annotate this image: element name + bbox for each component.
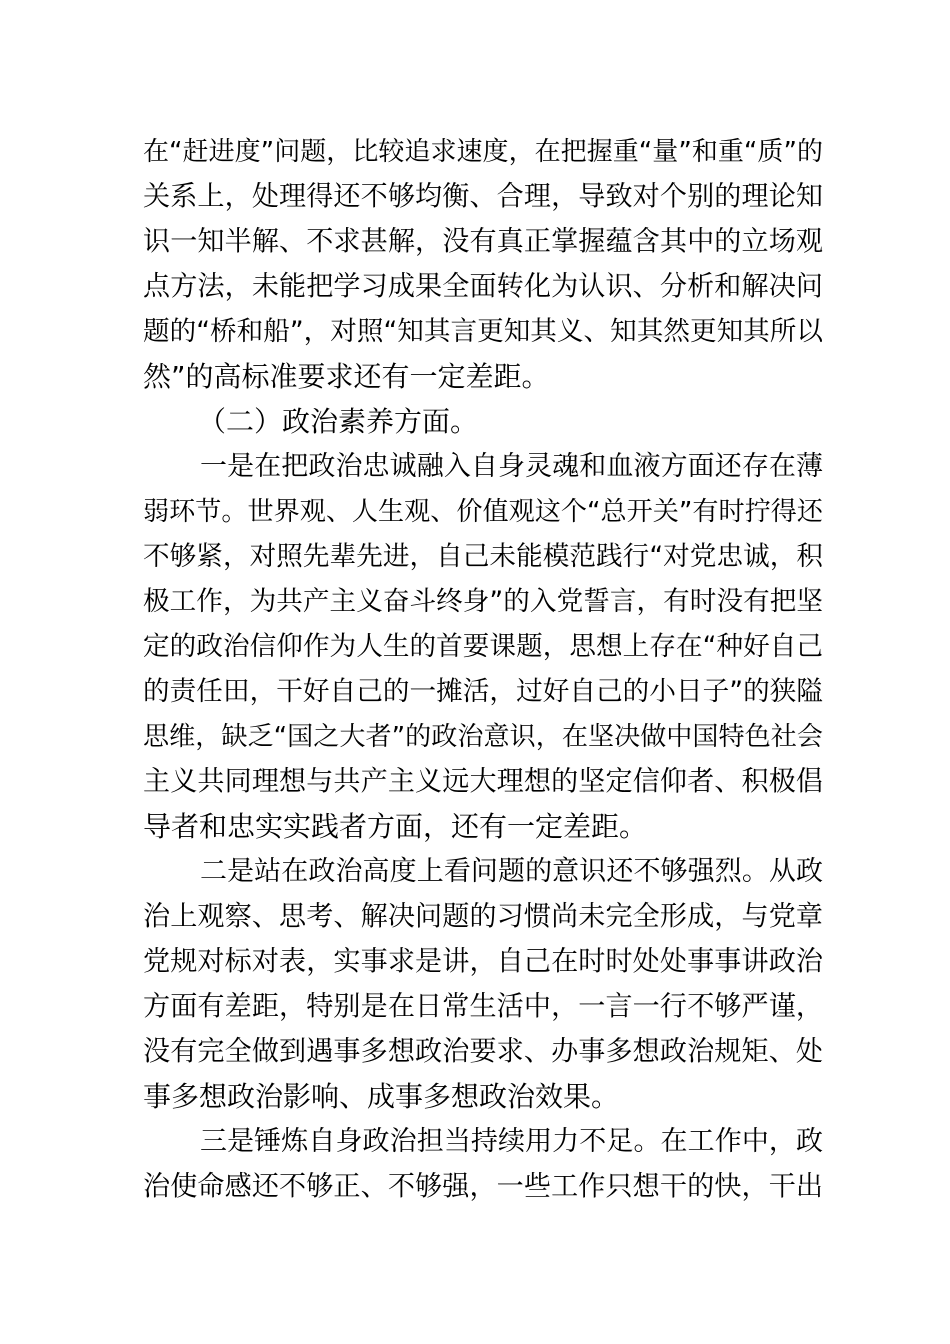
- text-line: 的责任田，干好自己的一摊活，过好自己的小日子”的狭隘: [143, 676, 823, 707]
- text-line: 弱环节。世界观、人生观、价值观这个“总开关”有时拧得还: [143, 497, 823, 527]
- text-line: 治上观察、思考、解决问题的习惯尚未完全形成，与党章: [143, 901, 823, 932]
- text-line: 题的“桥和船”，对照“知其言更知其义、知其然更知其所以: [143, 316, 823, 347]
- text-line: 没有完全做到遇事多想政治要求、办事多想政治规矩、处: [143, 1036, 823, 1067]
- text-line: 治使命感还不够正、不够强，一些工作只想干的快，干出: [143, 1171, 823, 1202]
- text-line: 党规对标对表，实事求是讲，自己在时时处处事事讲政治: [143, 946, 823, 977]
- text-line: 识一知半解、不求甚解，没有真正掌握蕴含其中的立场观: [143, 226, 823, 257]
- text-line: 事多想政治影响、成事多想政治效果。: [143, 1080, 620, 1113]
- paragraph-first-line: 一是在把政治忠诚融入自身灵魂和血液方面还存在薄: [200, 451, 823, 482]
- text-line: 极工作，为共产主义奋斗终身”的入党誓言，有时没有把坚: [143, 586, 823, 617]
- text-line: 在“赶进度”问题，比较追求速度，在把握重“量”和重“质”的: [143, 137, 823, 167]
- section-heading: （二）政治素养方面。: [198, 405, 479, 438]
- text-line: 不够紧，对照先辈先进，自己未能模范践行“对党忠诚，积: [143, 541, 823, 572]
- paragraph-first-line: 二是站在政治高度上看问题的意识还不够强烈。从政: [200, 856, 823, 887]
- text-line: 方面有差距，特别是在日常生活中，一言一行不够严谨，: [143, 991, 823, 1022]
- text-line: 然”的高标准要求还有一定差距。: [143, 360, 550, 393]
- text-line: 导者和忠实实践者方面，还有一定差距。: [143, 810, 648, 843]
- text-line: 定的政治信仰作为人生的首要课题，思想上存在“种好自己: [143, 631, 823, 662]
- text-line: 关系上，处理得还不够均衡、合理，导致对个别的理论知: [143, 181, 823, 212]
- text-line: 点方法，未能把学习成果全面转化为认识、分析和解决问: [143, 271, 823, 302]
- text-line: 思维，缺乏“国之大者”的政治意识，在坚决做中国特色社会: [143, 722, 823, 752]
- text-line: 主义共同理想与共产主义远大理想的坚定信仰者、积极倡: [143, 766, 823, 797]
- paragraph-first-line: 三是锤炼自身政治担当持续用力不足。在工作中，政: [200, 1126, 823, 1157]
